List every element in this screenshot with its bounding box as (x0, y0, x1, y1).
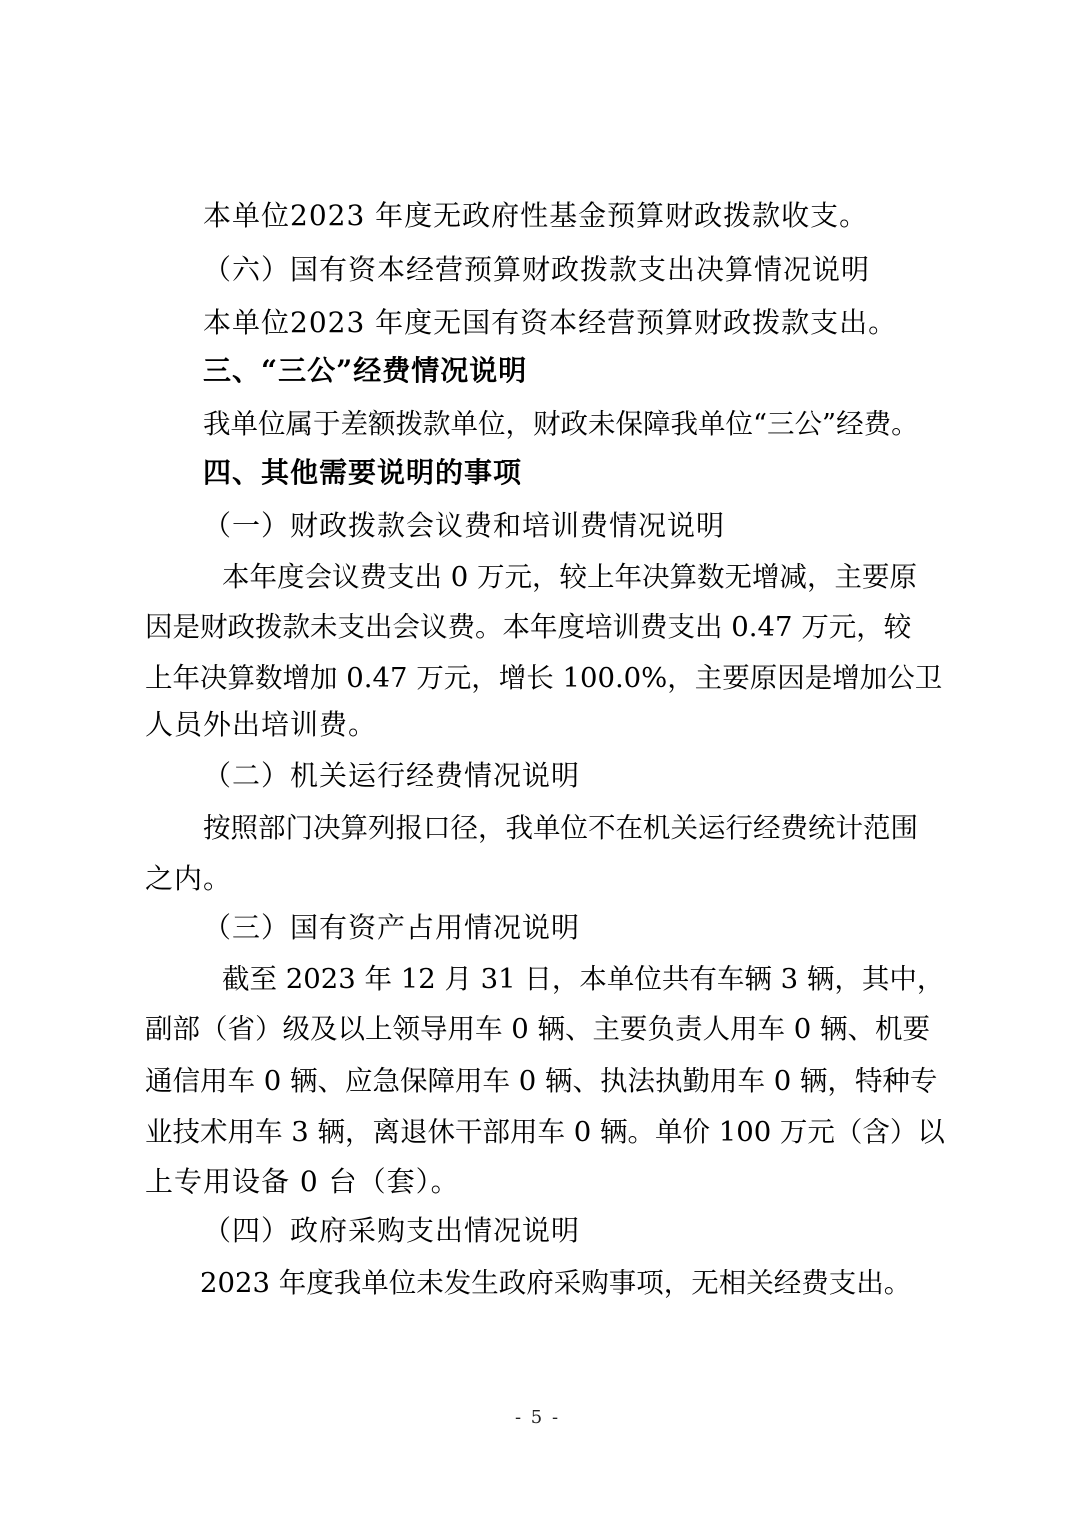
paragraph-line: 本单位2023 年度无国有资本经营预算财政拨款支出。 (203, 306, 898, 339)
section-heading: 四、其他需要说明的事项 (203, 456, 523, 489)
paragraph-line: 副部（省）级及以上领导用车 0 辆、主要负责人用车 0 辆、机要 (145, 1013, 930, 1045)
paragraph-line: 我单位属于差额拨款单位，财政未保障我单位“三公”经费。 (203, 408, 919, 440)
paragraph-line: 本单位2023 年度无政府性基金预算财政拨款收支。 (203, 199, 869, 232)
paragraph-line: 上年决算数增加 0.47 万元，增长 100.0%，主要原因是增加公卫 (145, 662, 943, 694)
paragraph-line: 截至 2023 年 12 月 31 日，本单位共有车辆 3 辆，其中， (222, 963, 945, 995)
section-heading: （四）政府采购支出情况说明 (203, 1214, 581, 1247)
paragraph-line: 按照部门决算列报口径，我单位不在机关运行经费统计范围 (203, 812, 918, 844)
section-heading: （六）国有资本经营预算财政拨款支出决算情况说明 (203, 253, 871, 286)
section-heading: （三）国有资产占用情况说明 (203, 911, 581, 944)
section-heading: （一）财政拨款会议费和培训费情况说明 (203, 509, 726, 542)
paragraph-line: 上专用设备 0 台（套）。 (145, 1165, 460, 1198)
paragraph-line: 通信用车 0 辆、应急保障用车 0 辆、执法执勤用车 0 辆，特种专 (145, 1065, 938, 1097)
paragraph-line: 本年度会议费支出 0 万元，较上年决算数无增减，主要原 (222, 561, 917, 593)
paragraph-line: 因是财政拨款未支出会议费。本年度培训费支出 0.47 万元，较 (145, 611, 912, 643)
paragraph-line: 业技术用车 3 辆，离退休干部用车 0 辆。单价 100 万元（含）以 (145, 1116, 945, 1148)
paragraph-line: 2023 年度我单位未发生政府采购事项，无相关经费支出。 (200, 1267, 912, 1299)
page-number: - 5 - (514, 1407, 561, 1428)
paragraph-line: 之内。 (145, 862, 233, 895)
paragraph-line: 人员外出培训费。 (145, 708, 378, 741)
section-heading: 三、“三公”经费情况说明 (203, 354, 528, 387)
section-heading: （二）机关运行经费情况说明 (203, 759, 581, 792)
